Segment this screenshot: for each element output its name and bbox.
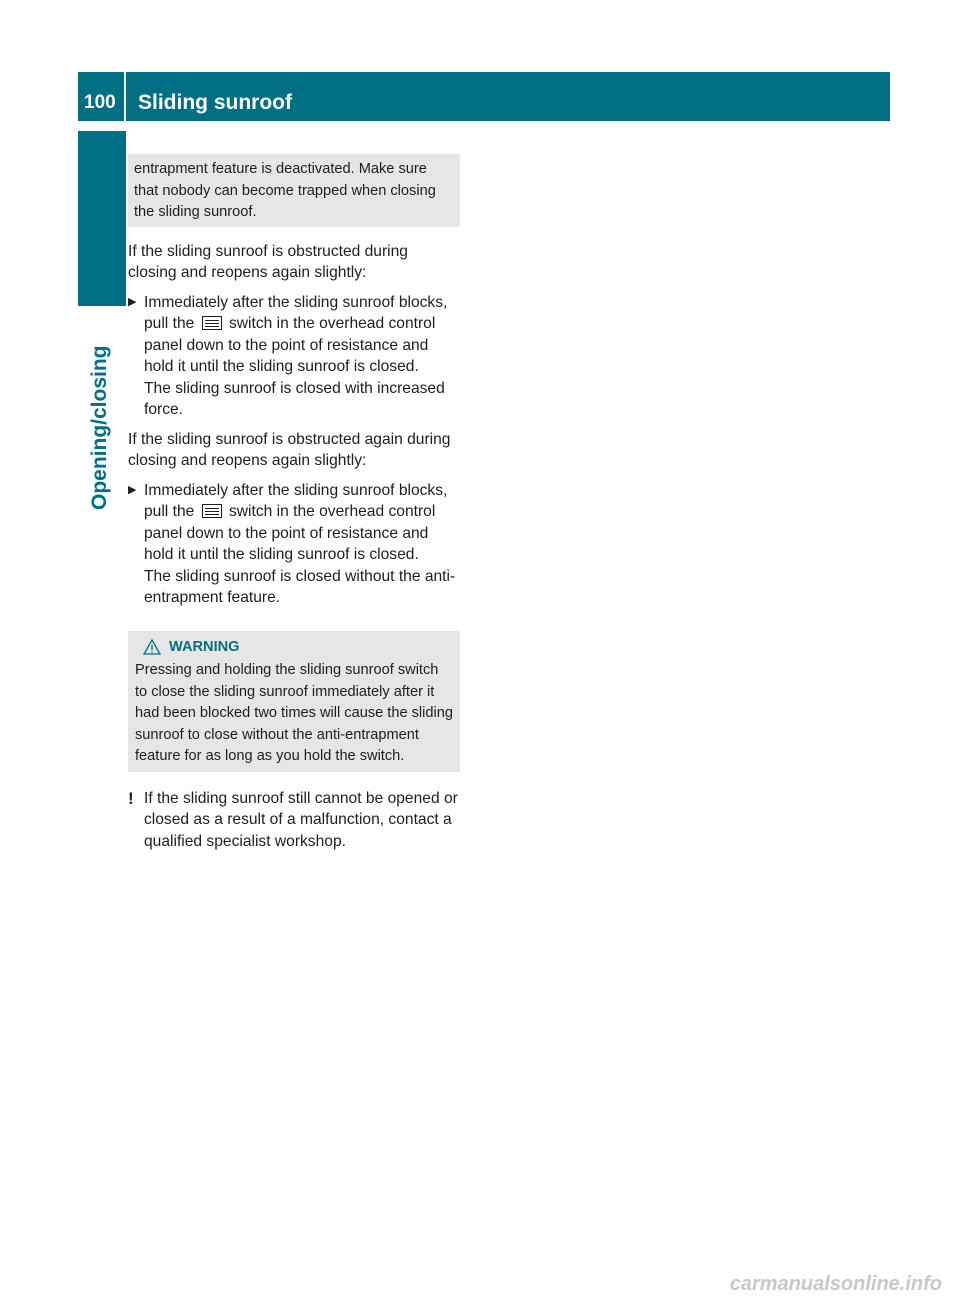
step-arrow-icon: ▶	[128, 483, 137, 496]
side-tab-label: Opening/closing	[88, 345, 111, 510]
warning-triangle-icon	[143, 639, 161, 655]
continuation-text: entrapment feature is deactivated. Make sure that nobody can become trapped when closing the sliding sunroof.	[134, 161, 436, 220]
exclamation-icon: !	[128, 788, 134, 808]
section1-step-text-before: Immediately after the sliding sunroof blocks, pull the	[144, 293, 448, 332]
warning-title: WARNING	[169, 638, 240, 655]
step-arrow-icon: ▶	[128, 295, 137, 308]
page-header	[78, 72, 890, 121]
section1-intro: If the sliding sunroof is obstructed during closing and reopens again slightly:	[128, 242, 408, 281]
side-tab-marker	[78, 131, 126, 306]
section1-result: The sliding sunroof is closed with increased force.	[144, 379, 445, 418]
warning-box	[128, 631, 460, 772]
note	[128, 788, 460, 853]
section2-step-text-after: switch in the overhead control panel down to the point of resistance and hold it until the sliding sunroof is closed.	[144, 503, 436, 563]
note-text: If the sliding sunroof still cannot be opened or closed as a result of a malfunction, contact a qualified specialist workshop.	[144, 789, 458, 850]
sunroof-switch-icon	[202, 504, 222, 518]
footer-watermark: carmanualsonline.info	[729, 1273, 942, 1295]
section2-step	[128, 480, 460, 609]
section-title: Sliding sunroof	[138, 91, 292, 114]
warning-text: Pressing and holding the sliding sunroof switch to close the sliding sunroof immediately after it had been blocked two times will cause the sliding sunroof to close without the anti-entrapment feature for as long as you hold the switch.	[135, 662, 453, 764]
section1-step-text-after: switch in the overhead control panel down to the point of resistance and hold it until the sliding sunroof is closed.	[144, 315, 436, 375]
section2-step-text-before: Immediately after the sliding sunroof blocks, pull the	[144, 481, 448, 520]
warning-header	[135, 637, 453, 659]
side-tab	[76, 310, 124, 510]
section2-intro: If the sliding sunroof is obstructed again during closing and reopens again slightly:	[128, 430, 451, 469]
continuation-box	[128, 154, 460, 227]
section1-step	[128, 292, 460, 421]
section2-result: The sliding sunroof is closed without the anti-entrapment feature.	[144, 567, 456, 606]
main-content	[128, 154, 460, 852]
page-number: 100	[78, 72, 126, 121]
sunroof-switch-icon	[202, 316, 222, 330]
